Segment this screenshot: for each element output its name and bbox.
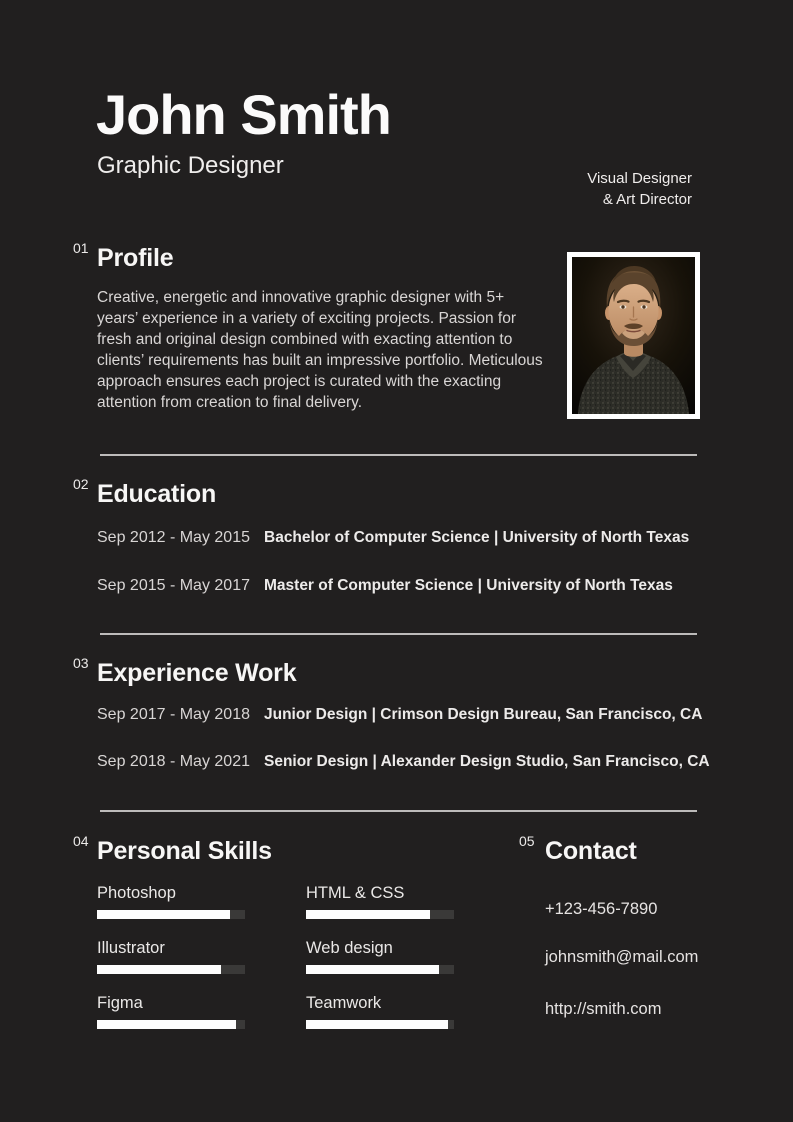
person-role: Graphic Designer: [97, 152, 284, 179]
profile-summary: Creative, energetic and innovative graphic designer with 5+ years’ experience in a variety of exciting projects. Passion for fresh and original design combined with exacting attention to clients’ requirements has built an impressive portfolio. Meticulous approach ensures each project is curated with the exacting attention from creation to final delivery.: [97, 289, 543, 411]
section-number-skills: 04: [73, 833, 89, 849]
portrait-illustration: [572, 257, 695, 414]
skill-web-design: [306, 939, 466, 974]
skill-figma: [97, 994, 257, 1029]
person-name: John Smith: [96, 83, 391, 146]
skill-photoshop: [97, 884, 257, 919]
skills-column-right: [306, 884, 466, 1049]
skill-bar-fill: [97, 910, 230, 919]
skill-bar-track: [306, 910, 454, 919]
education-row: [97, 577, 673, 595]
skill-label: Web design: [306, 939, 393, 957]
contact-website: http://smith.com: [545, 1000, 662, 1018]
skill-bar-track: [306, 1020, 454, 1029]
skills-column-left: [97, 884, 257, 1049]
skill-bar-fill: [306, 910, 430, 919]
experience-row: [97, 753, 710, 771]
contact-phone: +123-456-7890: [545, 900, 658, 918]
education-dates: Sep 2015 - May 2017: [97, 577, 250, 594]
skill-bar-fill: [306, 1020, 448, 1029]
section-title-skills: Personal Skills: [97, 837, 272, 865]
profile-photo: [567, 252, 700, 419]
tagline: [587, 168, 692, 210]
skill-illustrator: [97, 939, 257, 974]
education-row: [97, 529, 689, 547]
section-divider: [100, 810, 697, 812]
education-detail: Master of Computer Science | University of North Texas: [264, 577, 673, 594]
skill-label: Illustrator: [97, 939, 165, 957]
section-number-education: 02: [73, 476, 89, 492]
education-dates: Sep 2012 - May 2015: [97, 529, 250, 546]
experience-detail: Senior Design | Alexander Design Studio, San Francisco, CA: [264, 753, 710, 770]
skill-bar-track: [97, 910, 245, 919]
experience-dates: Sep 2018 - May 2021: [97, 753, 250, 770]
section-number-contact: 05: [519, 833, 535, 849]
skill-label: Teamwork: [306, 994, 382, 1012]
skill-label: HTML & CSS: [306, 884, 405, 902]
tagline-line-1: Visual Designer: [587, 170, 692, 187]
skill-label: Figma: [97, 994, 143, 1012]
section-title-contact: Contact: [545, 837, 637, 865]
section-title-profile: Profile: [97, 244, 174, 272]
skill-bar-track: [97, 1020, 245, 1029]
skill-teamwork: [306, 994, 466, 1029]
skill-bar-fill: [97, 1020, 236, 1029]
skill-bar-fill: [97, 965, 221, 974]
section-divider: [100, 633, 697, 635]
experience-dates: Sep 2017 - May 2018: [97, 706, 250, 723]
skill-bar-track: [97, 965, 245, 974]
tagline-line-2: & Art Director: [602, 191, 692, 208]
section-number-experience: 03: [73, 655, 89, 671]
skill-bar-fill: [306, 965, 439, 974]
contact-email: johnsmith@mail.com: [545, 948, 699, 966]
skill-html-css: [306, 884, 466, 919]
section-title-education: Education: [97, 480, 217, 508]
experience-row: [97, 706, 702, 724]
experience-detail: Junior Design | Crimson Design Bureau, San Francisco, CA: [264, 706, 703, 723]
section-title-experience: Experience Work: [97, 659, 297, 687]
section-number-profile: 01: [73, 240, 89, 256]
skill-bar-track: [306, 965, 454, 974]
education-detail: Bachelor of Computer Science | University of North Texas: [264, 529, 690, 546]
skill-label: Photoshop: [97, 884, 176, 902]
section-divider: [100, 454, 697, 456]
